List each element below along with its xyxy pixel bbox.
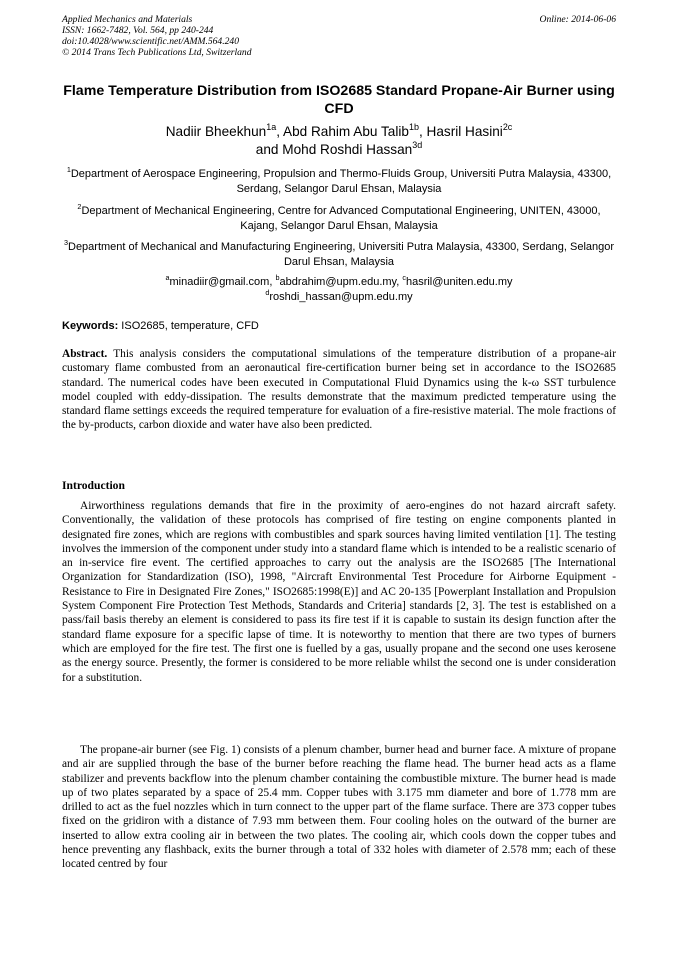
affiliation-3 — [62, 237, 616, 270]
journal-name: Applied Mechanics and Materials — [62, 14, 193, 25]
author-affiliation-mark: 1b — [408, 122, 419, 133]
abstract — [62, 347, 616, 433]
email-mark: d — [265, 287, 270, 297]
body-paragraph: Airworthiness regulations demands that fire in the proximity of aero-engines do not hazard aircraft safety. Conventionally, the validation of these protocols has comprised of fire testing on engine components planted in designated fire zones, which are regions with combustibles and spark sources having limited ventilation [1]. The testing involves the immersion of the component under study into a standard flame which is intended to be a realistic scenario of an in-service fire event. The certified approaches to carry out the analysis are the ISO2685 [The International Organization for Standardization (ISO), 1998, "Aircraft Environmental Test Procedure for Airborne Equipment - Resistance to Fire in Designated Fire Zones," ISO2685:1998(E)] and AC 20-135 [Powerplant Installation and Propulsion System Component Fire Protection Test Methods, Standards and Criteria] standards [2, 3]. The test is established on a pass/fail basis thereby an element is considered to pass its fire test if it is capable to sustain its design function after the standard flame exposure for a specific lapse of time. It is noteworthy to mention that there are two types of burners which are employed for the fire test. The first one is fuelled by a gas, usually propane and the second one uses kerosene as the energy source. Presently, the former is considered to be more reliable whilst the second one is under consideration for a substitution. — [62, 500, 616, 684]
affiliation-text: Department of Aerospace Engineering, Propulsion and Thermo-Fluids Group, Universiti Putra Malaysia, 43300, Serdang, Selangor Darul Ehsan, Malaysia — [70, 168, 612, 195]
email-mark: a — [165, 272, 170, 282]
keywords-text: ISO2685, temperature, CFD — [118, 320, 259, 332]
author-affiliation-mark: 3d — [412, 140, 423, 151]
doi-line: doi:10.4028/www.scientific.net/AMM.564.240 — [62, 36, 240, 47]
author-name: and Mohd Roshdi Hassan — [255, 142, 413, 157]
email-link[interactable]: abdrahim@upm.edu.my, — [279, 276, 403, 288]
author-list — [62, 123, 616, 159]
affiliation-2 — [62, 201, 616, 234]
author-affiliation-mark: 1a — [266, 122, 277, 133]
email-link[interactable]: minadiir@gmail.com, — [169, 276, 276, 288]
affiliation-mark: 3 — [63, 237, 68, 247]
keywords-label: Keywords: — [62, 320, 119, 332]
author-affiliation-mark: 2c — [502, 122, 513, 133]
abstract-text: This analysis considers the computational simulations of the temperature distribution of a propane-air customary flame combusted from an aeronautical fire-certification burner being set in accordance to the ISO2685 standard. The numerical codes have been executed in Computational Fluid Dynamics using the k-ω SST turbulence model coupled with eddy-dissipation. The results demonstrate that the maximum predicted temperature using the standard flame settings exceeds the required temperature for evaluation of a fire-resistive material. The mole fractions of the by-products, carbon dioxide and water have also been predicted. — [62, 348, 616, 432]
email-mark: c — [402, 272, 406, 282]
author-name: Abd Rahim Abu Talib — [283, 124, 409, 139]
journal-header — [62, 14, 616, 58]
email-link[interactable]: roshdi_hassan@upm.edu.my — [269, 291, 413, 303]
keywords-line — [62, 319, 616, 333]
author-separator: , — [276, 124, 284, 139]
affiliation-mark: 1 — [66, 164, 71, 174]
section-heading-introduction: Introduction — [62, 479, 125, 492]
email-mark: b — [275, 272, 280, 282]
email-link[interactable]: hasril@uniten.edu.my — [405, 276, 513, 288]
author-emails — [62, 272, 616, 305]
author-separator: , — [418, 124, 427, 139]
affiliation-text: Department of Mechanical and Manufacturing Engineering, Universiti Putra Malaysia, 43300, Serdang, Selangor Darul Ehsan, Malaysia — [68, 241, 615, 268]
affiliation-1 — [62, 164, 616, 197]
paper-title: Flame Temperature Distribution from ISO2685 Standard Propane-Air Burner using CFD — [63, 83, 615, 117]
author-name: Nadiir Bheekhun — [165, 124, 267, 139]
online-date: Online: 2014-06-06 — [539, 14, 616, 25]
copyright-line: © 2014 Trans Tech Publications Ltd, Switzerland — [62, 47, 252, 58]
affiliation-text: Department of Mechanical Engineering, Centre for Advanced Computational Engineering, UNITEN, 43000, Kajang, Selangor Darul Ehsan, Malaysia — [81, 205, 601, 232]
abstract-label: Abstract. — [62, 348, 108, 360]
issn-line: ISSN: 1662-7482, Vol. 564, pp 240-244 — [62, 25, 214, 36]
body-paragraph: The propane-air burner (see Fig. 1) consists of a plenum chamber, burner head and burner face. A mixture of propane and air are supplied through the base of the burner before reaching the flame head. The burner head acts as a flame stabilizer and prevents backflow into the plenum chamber containing the combustible mixture. The burner head is made up of two plates separated by a space of 25.4 mm. Copper tubes with 3.175 mm diameter and bore of 1.778 mm are drilled to act as the fuel nozzles which in turn connect to the upper part of the flame surface. There are 373 copper tubes fixed on the gridiron with a distance of 7.93 mm between them. Four cooling holes on the outward of the burner are inserted to allow extra cooling air in between the two plates. The cooling air, which cools down the copper tubes and hence preventing any flashback, exits the burner through a total of 332 holes with diameter of 2.578 mm; each of these located centred by four — [62, 744, 616, 871]
author-name: Hasril Hasini — [426, 124, 503, 139]
affiliation-mark: 2 — [77, 201, 82, 211]
